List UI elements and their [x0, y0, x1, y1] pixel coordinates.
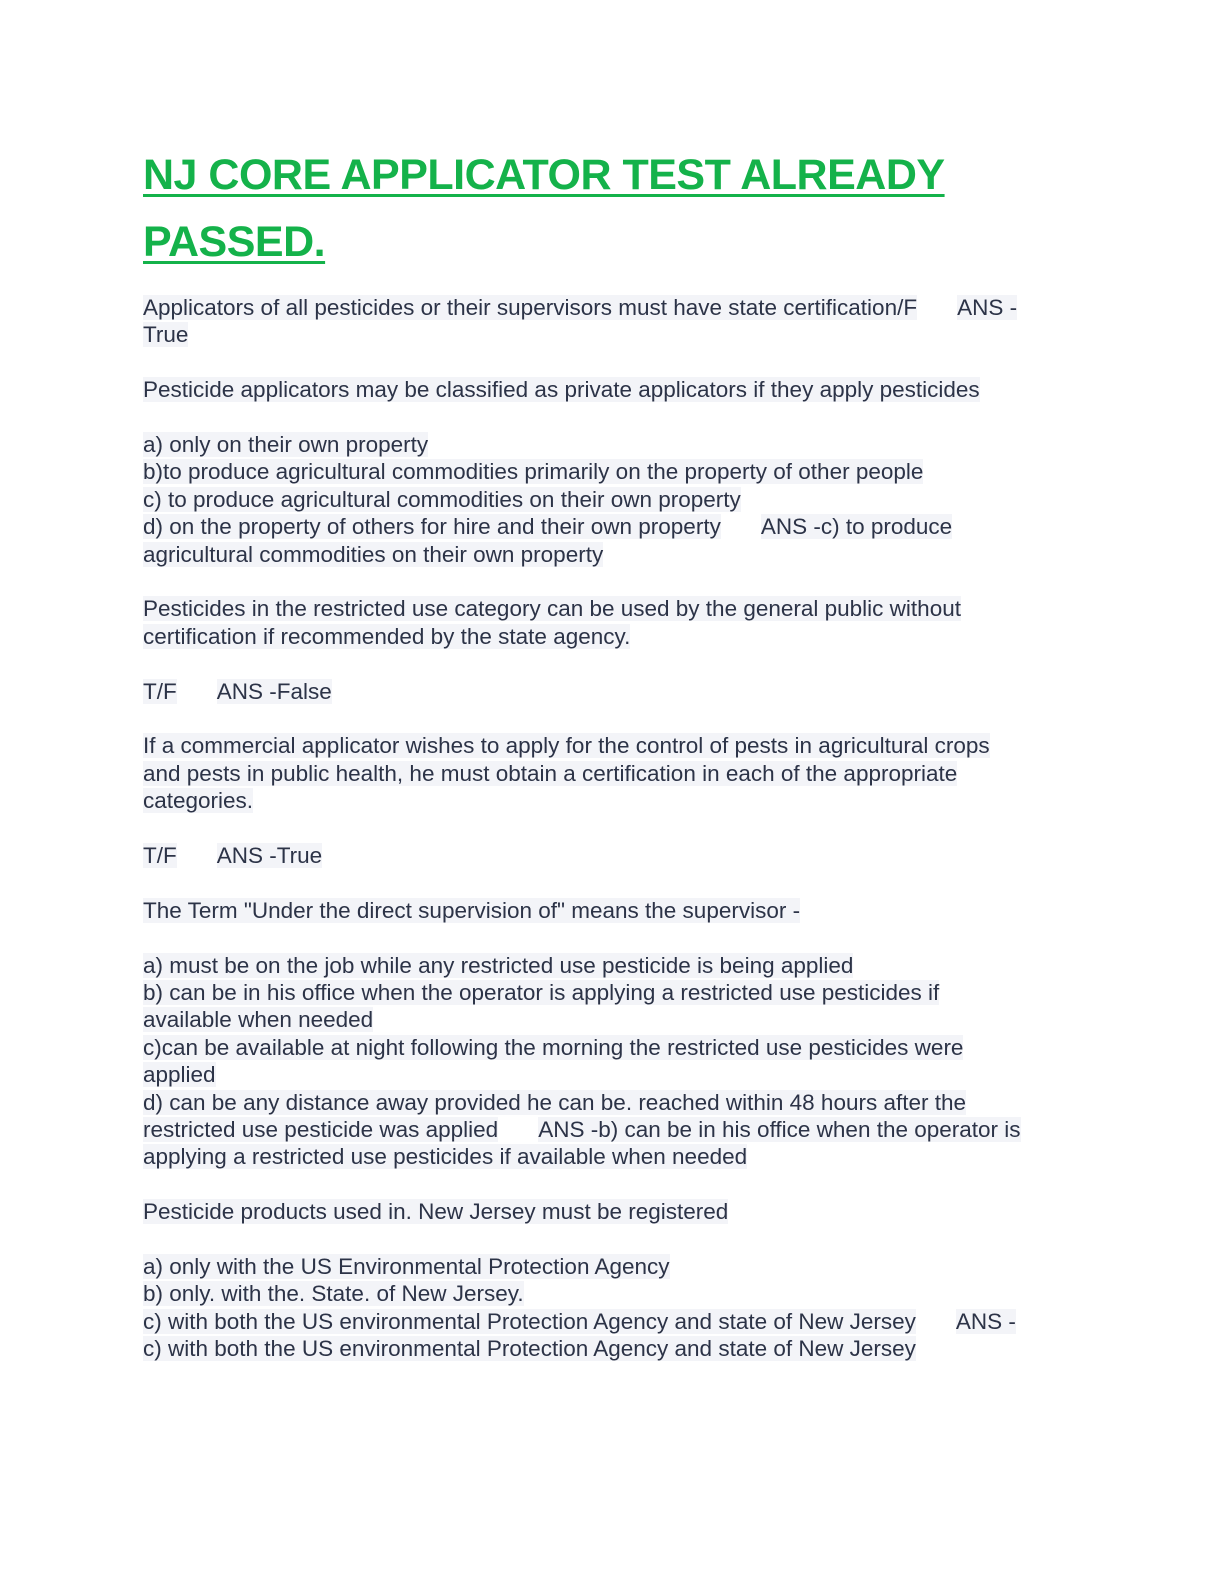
question-6-stem	[143, 1198, 1103, 1225]
question-4-answer	[143, 842, 1103, 869]
question-5-options	[143, 952, 1103, 1171]
question-2-options	[143, 431, 1103, 568]
option-c: c) to produce agricultural commodities on their own property	[143, 486, 741, 512]
answer-text: ANS -True	[216, 843, 323, 869]
answer-text: True	[143, 322, 189, 348]
option-d: d) can be any distance away provided he can be. reached within 48 hours after the	[143, 1089, 967, 1115]
title-line: PASSED.	[143, 218, 326, 266]
true-false-label: T/F	[143, 678, 177, 704]
question-text: Applicators of all pesticides or their supervisors must have state certification/F	[143, 295, 918, 320]
question-text: certification if recommended by the state agency.	[143, 623, 631, 649]
question-5-stem	[143, 897, 1103, 924]
option-a: a) only with the US Environmental Protection Agency	[143, 1254, 670, 1280]
question-text: Pesticides in the restricted use category can be used by the general public without	[143, 596, 961, 622]
true-false-label: T/F	[143, 843, 177, 869]
question-3	[143, 595, 1103, 650]
title-line: NJ CORE APPLICATOR TEST ALREADY	[143, 151, 945, 199]
question-text: The Term "Under the direct supervision of" means the supervisor -	[143, 897, 801, 923]
answer-label: ANS -	[957, 295, 1018, 320]
option-b: b) only. with the. State. of New Jersey.	[143, 1281, 524, 1307]
option-a: a) only on their own property	[143, 432, 429, 457]
question-text: If a commercial applicator wishes to apply for the control of pests in agricultural crops	[143, 733, 990, 759]
answer-text: applying a restricted use pesticides if available when needed	[143, 1144, 748, 1170]
option-b: available when needed	[143, 1007, 374, 1033]
document-title	[143, 142, 1103, 276]
answer-label: ANS -c) to produce	[760, 514, 953, 540]
question-list	[143, 294, 1103, 1390]
answer-text: ANS -False	[216, 678, 332, 704]
question-text: categories.	[143, 788, 254, 814]
question-text: Pesticide applicators may be classified as private applicators if they apply pesticides	[143, 377, 980, 403]
answer-label: ANS -b) can be in his office when the operator is	[538, 1117, 1021, 1143]
option-c: c)can be available at night following the morning the restricted use pesticides were	[143, 1034, 964, 1060]
question-3-answer	[143, 678, 1103, 705]
answer-text: agricultural commodities on their own property	[143, 541, 604, 567]
question-text: and pests in public health, he must obtain a certification in each of the appropriate	[143, 760, 958, 786]
question-2-stem	[143, 376, 1103, 403]
option-a: a) must be on the job while any restricted use pesticide is being applied	[143, 952, 854, 978]
question-6-options	[143, 1253, 1103, 1363]
option-b: b)to produce agricultural commodities primarily on the property of other people	[143, 459, 924, 485]
question-4	[143, 732, 1103, 814]
option-c: applied	[143, 1062, 216, 1088]
option-b: b) can be in his office when the operator is applying a restricted use pesticides if	[143, 980, 940, 1006]
question-text: Pesticide products used in. New Jersey must be registered	[143, 1199, 729, 1225]
option-d: d) on the property of others for hire and their own property	[143, 514, 721, 540]
question-1	[143, 294, 1103, 349]
answer-label: ANS -	[955, 1308, 1016, 1334]
option-c: c) with both the US environmental Protection Agency and state of New Jersey	[143, 1308, 916, 1334]
answer-text: c) with both the US environmental Protection Agency and state of New Jersey	[143, 1336, 916, 1362]
option-d: restricted use pesticide was applied	[143, 1117, 499, 1143]
